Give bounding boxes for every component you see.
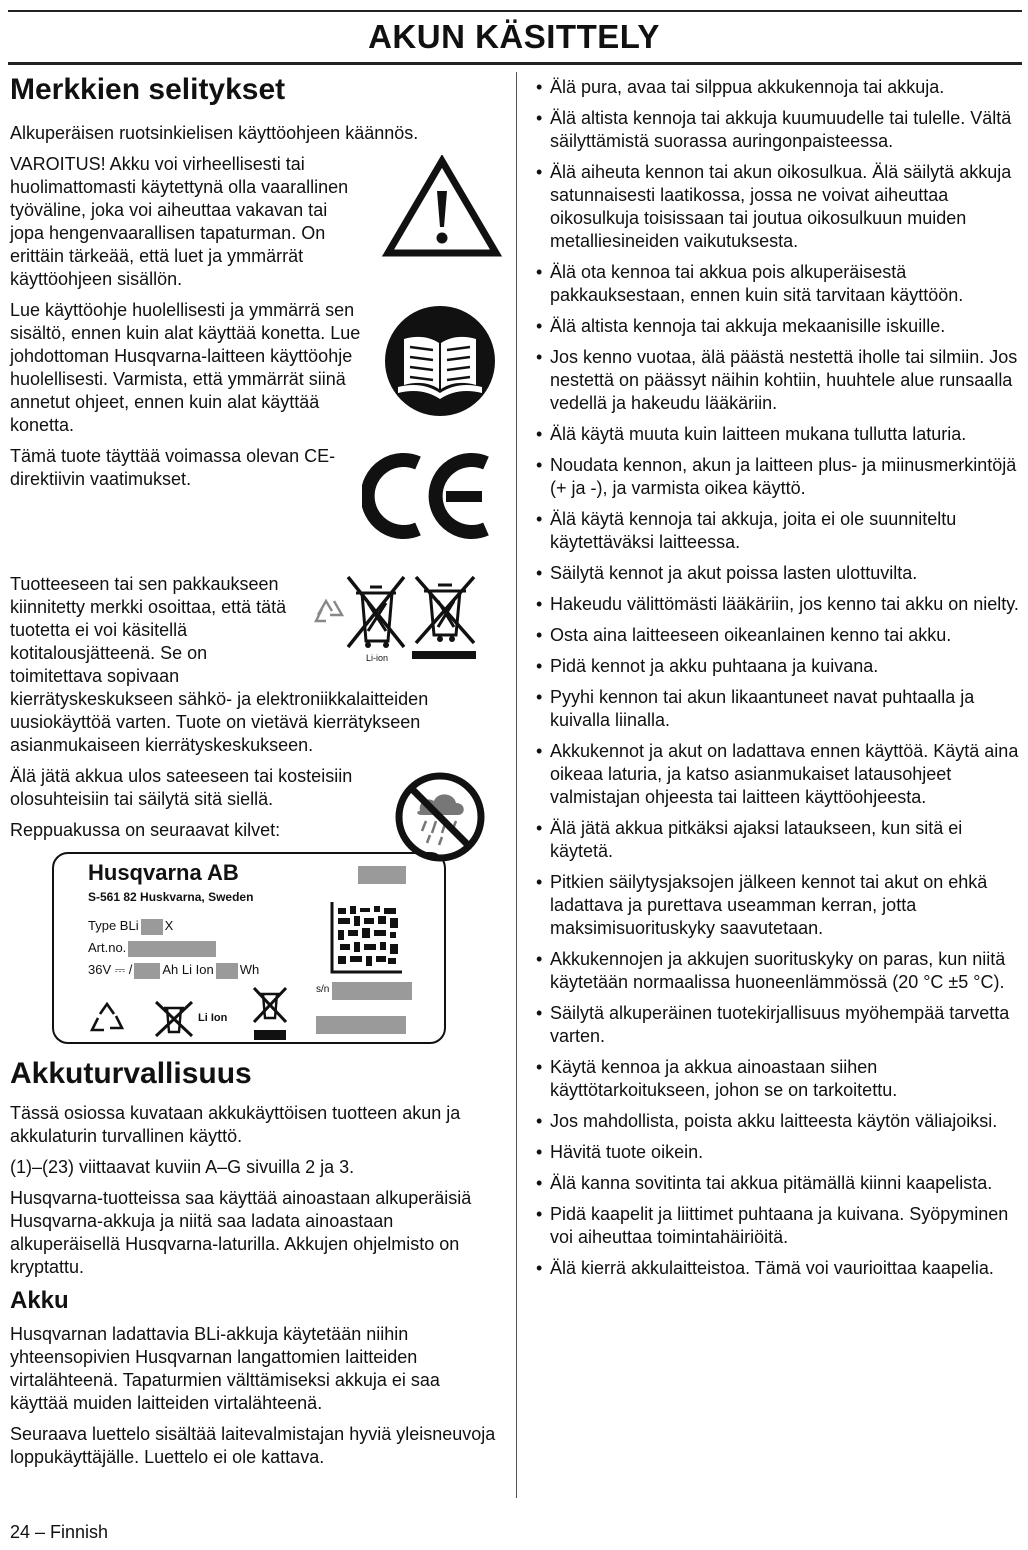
recycle-icon <box>88 1002 126 1036</box>
list-item: • Jos kenno vuotaa, älä päästä nestettä iholle tai silmiin. Jos nestettä on päässyt näihin kohtiin, huuhtele alue runsaalla vedellä ja hakeudu lääkäriin. <box>536 346 1022 415</box>
crossed-bin-li-ion-icon <box>152 998 196 1040</box>
redacted-box <box>216 963 238 979</box>
redacted-box <box>134 963 160 979</box>
plate-type-suffix: X <box>164 918 174 933</box>
plate-company: Husqvarna AB <box>88 860 239 885</box>
list-item: • Älä kanna sovitinta tai akkua pitämällä kiinni kaapelista. <box>536 1172 1022 1195</box>
list-item: • Älä käytä kennoja tai akkuja, joita ei ole suunniteltu käytettäväksi laitteessa. <box>536 508 1022 554</box>
list-item: • Älä aiheuta kennon tai akun oikosulkua. Älä säilytä akkuja satunnaisesti laatikossa, jossa ne voivat aiheuttaa oikosulkuja toisissaan tai joutua oikosulkuun muiden metalliesineiden vaikutuksesta. <box>536 161 1022 253</box>
plate-ah: Ah <box>162 962 179 977</box>
list-item: • Pidä kennot ja akku puhtaana ja kuivana. <box>536 655 1022 678</box>
read-manual-block <box>10 299 502 437</box>
warning-text: VAROITUS! Akku voi virheellisesti tai huolimattomasti käytettynä olla vaarallinen työväline, joka voi aiheuttaa vakavan tai jopa hengenvaarallisen tapaturman. On erittäin tärkeää, että luet ja ymmärrät käyttöohjeen sisällön. <box>10 154 349 289</box>
list-item: • Hakeudu välittömästi lääkäriin, jos kenno tai akku on nielty. <box>536 593 1022 616</box>
weee-symbols <box>308 571 488 661</box>
list-item: • Hävitä tuote oikein. <box>536 1141 1022 1164</box>
header-top-rule <box>8 10 1022 12</box>
redacted-box <box>141 919 163 935</box>
list-item: • Älä ota kennoa tai akkua pois alkuperäisestä pakkauksestaan, ennen kuin sitä tarvitaan käyttöön. <box>536 261 1022 307</box>
list-item: • Älä käytä muuta kuin laitteen mukana tullutta laturia. <box>536 423 1022 446</box>
battery-paragraph-2: Seuraava luettelo sisältää laitevalmistajan hyviä yleisneuvoja loppukäyttäjälle. Luettelo ei ole kattava. <box>10 1424 496 1467</box>
warning-block <box>10 153 502 291</box>
ce-mark-icon <box>362 451 492 541</box>
crossed-bin-icon <box>412 577 476 659</box>
right-column <box>536 76 1022 1288</box>
warning-triangle-icon <box>382 155 502 259</box>
section-title-battery: Akku <box>10 1287 69 1314</box>
li-ion-small-label: Li-ion <box>366 653 389 661</box>
list-item: • Pidä kaapelit ja liittimet puhtaana ja kuivana. Syöpyminen voi aiheuttaa toimintahäiriöitä. <box>536 1203 1022 1249</box>
crossed-bin-icon <box>250 984 290 1042</box>
no-rain-icon <box>394 771 486 863</box>
rating-plate <box>52 852 446 1044</box>
list-item: • Älä kierrä akkulaitteistoa. Tämä voi vaurioittaa kaapelia. <box>536 1257 1022 1280</box>
plate-address: S-561 82 Huskvarna, Sweden <box>88 890 254 904</box>
rain-block <box>10 765 502 811</box>
plate-wh: Wh <box>239 962 260 977</box>
plate-sn: s/n <box>316 984 330 995</box>
section-title-battery-safety: Akkuturvallisuus <box>10 1057 252 1090</box>
section-title-symbols: Merkkien selitykset <box>10 73 286 106</box>
plate-slash: / <box>128 962 133 977</box>
list-item: • Pitkien säilytysjaksojen jälkeen kennot tai akut on ehkä ladattava ja purettava useamman kerran, jotta maksimisuorituskyky saavutetaan. <box>536 871 1022 940</box>
weee-text-b: kierrätyskeskukseen sähkö- ja elektroniikkalaitteiden uusiokäyttöä varten. Tuote on vietävä kierrätykseen asianmukaiseen kierrätyskeskukseen. <box>10 689 429 755</box>
safety-paragraph-2: (1)–(23) viittaavat kuviin A–G sivuilla 2 ja 3. <box>10 1157 355 1177</box>
plate-voltage: 36V <box>88 962 112 977</box>
page-title: AKUN KÄSITTELY <box>368 18 660 55</box>
rain-warning-text: Älä jätä akkua ulos sateeseen tai kosteisiin olosuhteisiin tai säilytä sitä siellä. <box>10 766 353 809</box>
left-column <box>10 72 502 1477</box>
list-item: • Akkukennojen ja akkujen suorituskyky on paras, kun niitä käytetään normaalissa huoneenlämmössä (20 °C ±5 °C). <box>536 948 1022 994</box>
translation-note: Alkuperäisen ruotsinkielisen käyttöohjeen käännös. <box>10 123 419 143</box>
list-item: • Säilytä kennot ja akut poissa lasten ulottuvilta. <box>536 562 1022 585</box>
plate-liion: Li Ion <box>181 962 214 977</box>
redacted-box <box>332 982 412 1000</box>
column-divider <box>516 72 517 1498</box>
list-item: • Säilytä alkuperäinen tuotekirjallisuus myöhempää tarvetta varten. <box>536 1002 1022 1048</box>
plate-liion-icon-label: Li Ion <box>198 1012 228 1024</box>
ce-text: Tämä tuote täyttää voimassa olevan CE-direktiivin vaatimukset. <box>10 446 336 489</box>
safety-paragraph-3: Husqvarna-tuotteissa saa käyttää ainoastaan alkuperäisiä Husqvarna-akkuja ja niitä saa ladata ainoastaan alkuperäisellä Husqvarna-laturilla. Akkujen ohjelmisto on kryptattu. <box>10 1188 472 1277</box>
plate-art: Art.no. <box>88 940 127 955</box>
safety-paragraph-1: Tässä osiossa kuvataan akkukäyttöisen tuotteen akun ja akkulaturin turvallinen käyttö. <box>10 1103 461 1146</box>
list-item: • Älä pura, avaa tai silppua akkukennoja tai akkuja. <box>536 76 1022 99</box>
page-footer: 24 – Finnish <box>10 1522 109 1542</box>
list-item: • Pyyhi kennon tai akun likaantuneet navat puhtaalla ja kuivalla liinalla. <box>536 686 1022 732</box>
list-item: • Akkukennot ja akut on ladattava ennen käyttöä. Käytä aina oikeaa laturia, ja katso asianmukaiset latausohjeet valmistajan ohjeesta tai laitteen käyttöohjeesta. <box>536 740 1022 809</box>
backpack-text: Reppuakussa on seuraavat kilvet: <box>10 820 281 840</box>
list-item: • Älä altista kennoja tai akkuja kuumuudelle tai tulelle. Vältä säilyttämistä suorassa auringonpaisteessa. <box>536 107 1022 153</box>
weee-text-a: Tuotteeseen tai sen pakkaukseen kiinnitetty merkki osoittaa, että tätä tuotetta ei voi käsitellä kotitalousjätteenä. Se on toimitettava sopivaan <box>10 574 287 686</box>
dc-symbol: ⎓ <box>114 962 126 977</box>
crossed-bin-li-ion-icon <box>348 577 404 648</box>
redacted-box <box>316 1016 406 1034</box>
read-manual-text: Lue käyttöohje huolellisesti ja ymmärrä sen sisältö, ennen kuin alat käyttää konetta. Lue johdottoman Husqvarna-laitteen käyttöohje huolellisesti. Varmista, että ymmärrät siinä annetut ohjeet, ennen kuin alat käyttää konetta. <box>10 300 361 435</box>
datamatrix-code <box>330 900 404 974</box>
battery-paragraph-1: Husqvarnan ladattavia BLi-akkuja käytetään niihin yhteensopivien Husqvarnan langattomien laitteiden virtalähteenä. Tapaturmien välttämiseksi akkuja ei saa käyttää muiden laitteiden virtalähteenä. <box>10 1324 440 1413</box>
list-item: • Noudata kennon, akun ja laitteen plus- ja miinusmerkintöjä (+ ja -), ja varmista oikea käyttö. <box>536 454 1022 500</box>
list-item: • Älä altista kennoja tai akkuja mekaanisille iskuille. <box>536 315 1022 338</box>
plate-type-line <box>88 918 173 935</box>
plate-type-prefix: Type BLi <box>88 918 139 933</box>
plate-art-line <box>88 940 216 957</box>
list-item: • Osta aina laitteeseen oikeanlainen kenno tai akku. <box>536 624 1022 647</box>
list-item: • Käytä kennoa ja akkua ainoastaan siihen käyttötarkoitukseen, johon se on tarkoitettu. <box>536 1056 1022 1102</box>
weee-block <box>10 573 502 688</box>
plate-voltage-line <box>88 962 259 979</box>
read-manual-icon <box>384 305 496 417</box>
safety-bullet-list <box>536 76 1022 1280</box>
list-item: • Älä jätä akkua pitkäksi ajaksi lataukseen, kun sitä ei käytetä. <box>536 817 1022 863</box>
redacted-box <box>128 941 216 957</box>
list-item: • Jos mahdollista, poista akku laitteesta käytön väliajoiksi. <box>536 1110 1022 1133</box>
header-bottom-rule <box>8 62 1022 65</box>
redacted-box <box>358 866 406 884</box>
ce-block <box>10 445 502 541</box>
recycle-icon <box>316 601 342 621</box>
